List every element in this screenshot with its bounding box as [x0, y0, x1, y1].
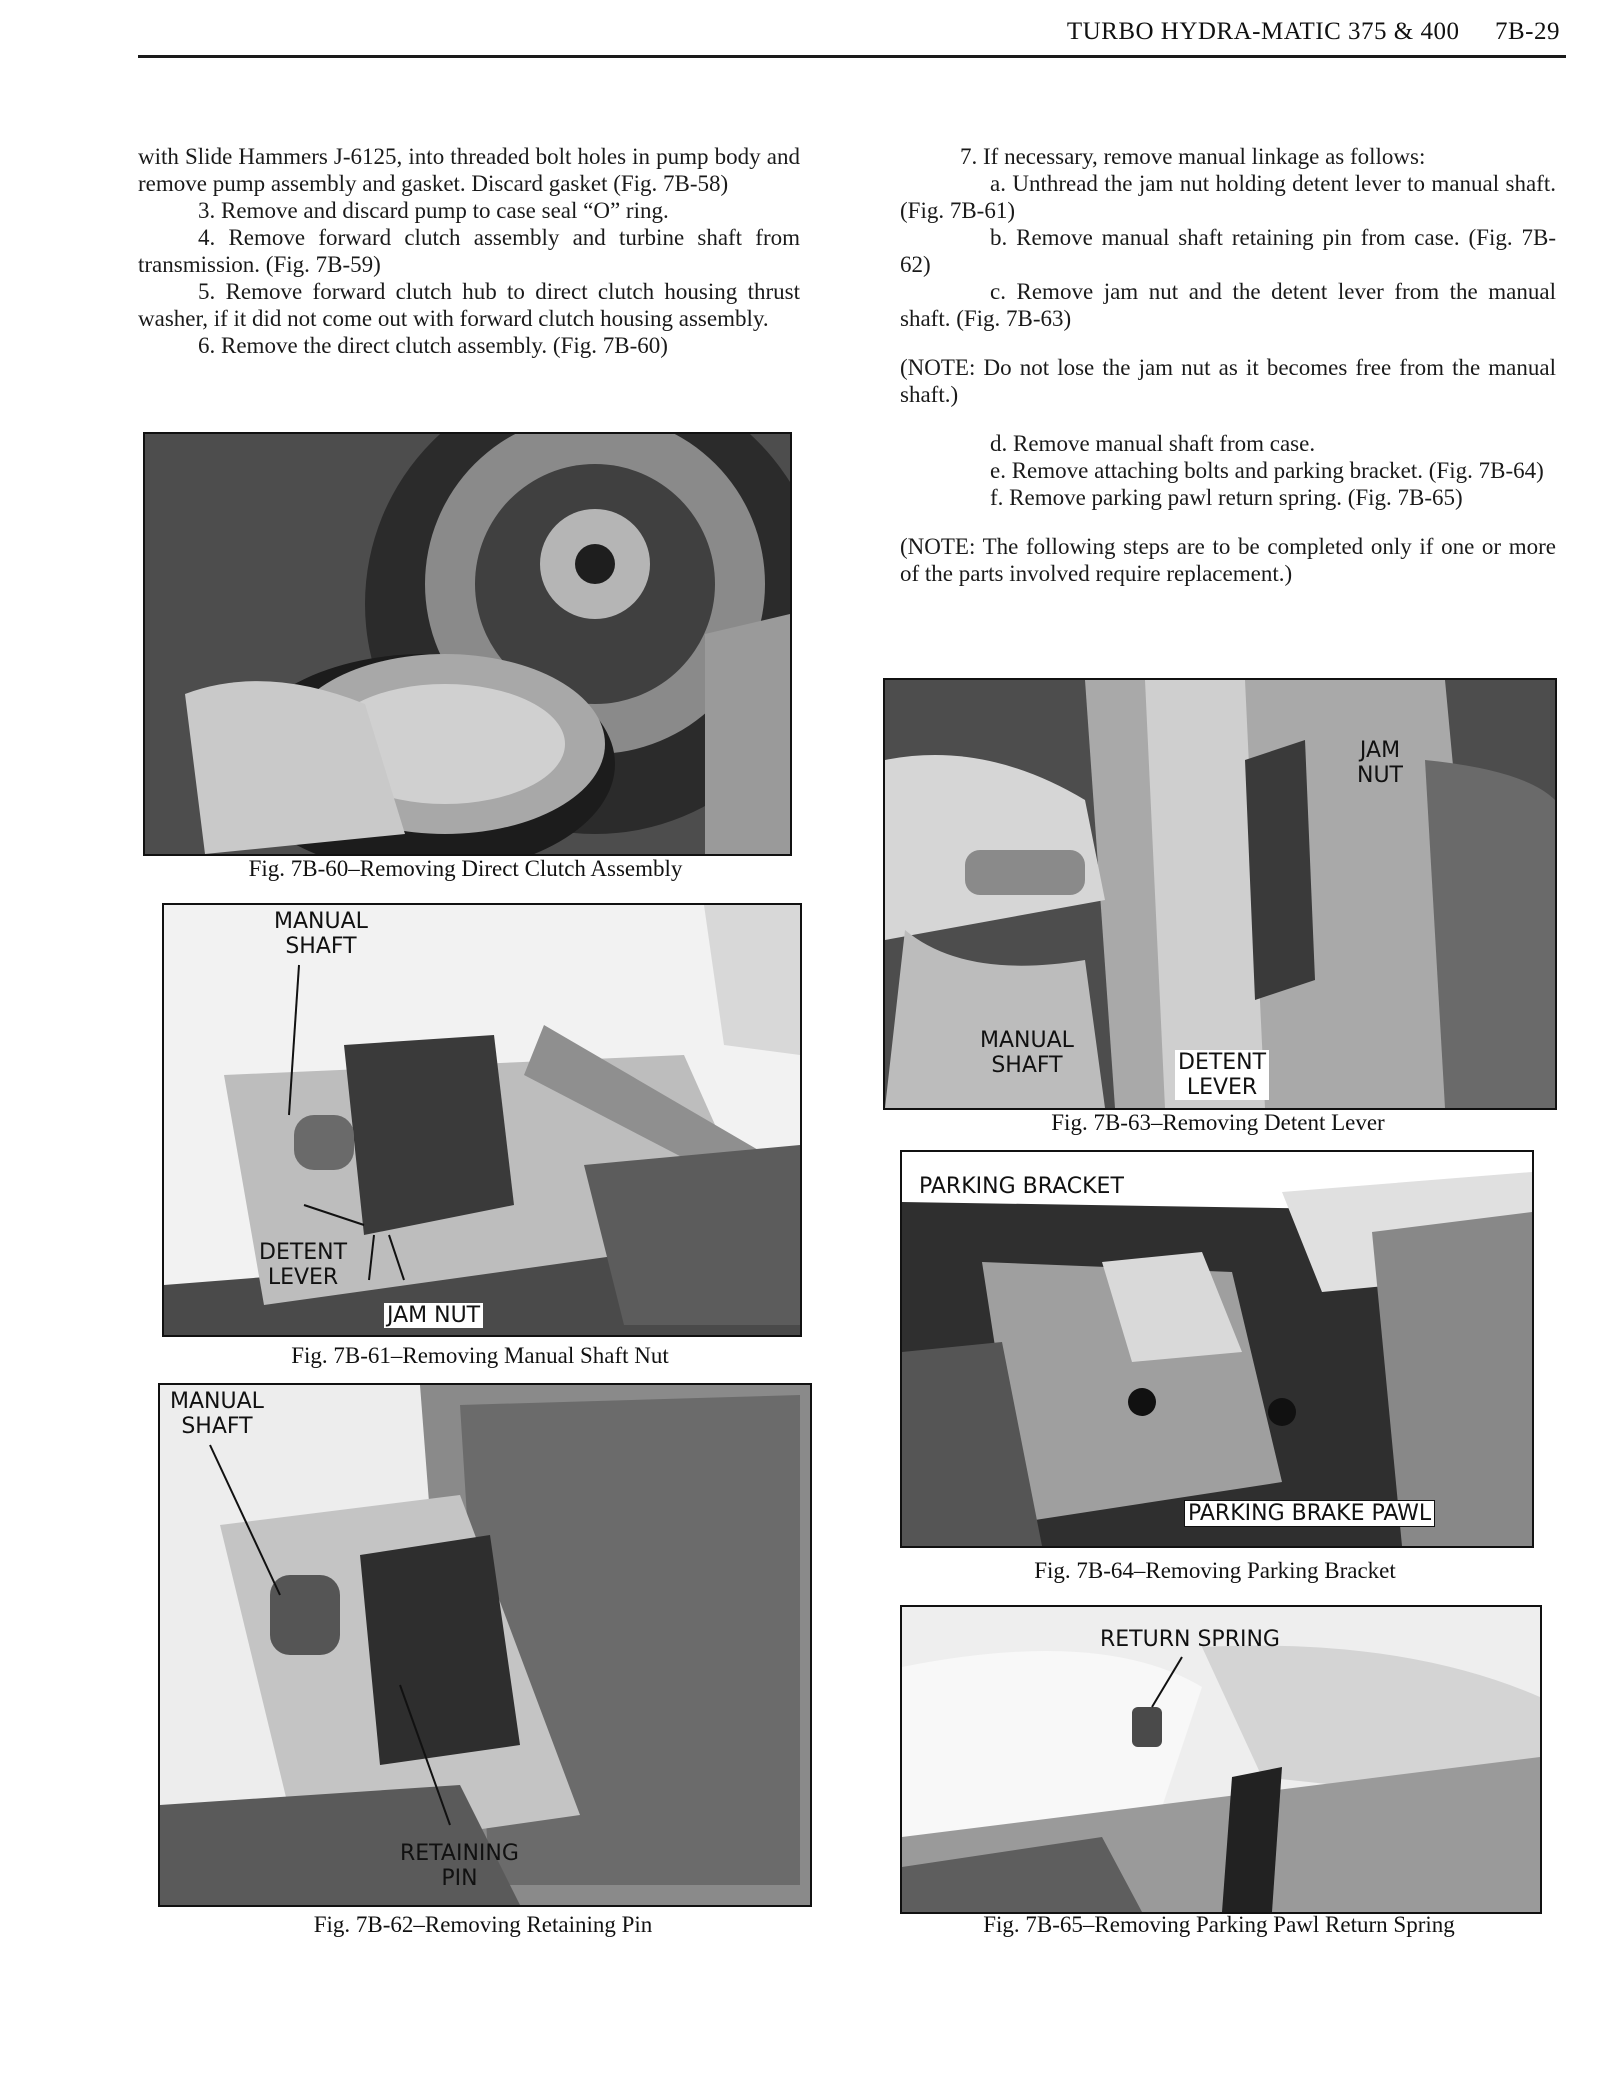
label-jam-nut: JAM NUT [384, 1303, 483, 1328]
label-parking-bracket: PARKING BRACKET [916, 1174, 1127, 1199]
label-text: PIN [441, 1866, 478, 1891]
note-jam-nut: (NOTE: Do not lose the jam nut as it becomes free from the manual shaft.) [900, 355, 1556, 407]
step-3: 3. Remove and discard pump to case seal “O” ring. [198, 198, 669, 223]
label-text: SHAFT [181, 1414, 253, 1439]
label-text: LEVER [1186, 1075, 1258, 1100]
label-text: MANUAL [980, 1028, 1074, 1053]
figure-7b-60-caption: Fig. 7B-60–Removing Direct Clutch Assembly [248, 856, 683, 881]
substep-a: a. Unthread the jam nut holding detent lever to manual shaft. (Fig. 7B-61) [900, 171, 1556, 223]
label-text: LEVER [267, 1265, 339, 1290]
header-rule [138, 55, 1566, 58]
paragraph: with Slide Hammers J-6125, into threaded bolt holes in pump body and remove pump assembly and gasket. Discard gasket (Fig. 7B-58) [138, 144, 800, 196]
label-text: RETAINING [400, 1841, 519, 1866]
label-retaining-pin [400, 1841, 519, 1891]
label-jam-nut [1357, 738, 1403, 788]
label-text: JAM [1359, 738, 1401, 763]
figure-7b-63-caption: Fig. 7B-63–Removing Detent Lever [1051, 1110, 1385, 1135]
step-6: 6. Remove the direct clutch assembly. (Fig. 7B-60) [198, 333, 668, 358]
step-5: 5. Remove forward clutch hub to direct clutch housing thrust washer, if it did not come out with forward clutch housing assembly. [138, 279, 800, 331]
figure-7b-65-photo [900, 1605, 1542, 1914]
left-column-text [138, 143, 800, 359]
substep-d: d. Remove manual shaft from case. [990, 431, 1316, 456]
figure-7b-62-caption: Fig. 7B-62–Removing Retaining Pin [313, 1912, 653, 1937]
substep-f: f. Remove parking pawl return spring. (Fig. 7B-65) [990, 485, 1463, 510]
label-detent-lever [259, 1240, 347, 1290]
page-number: 7B-29 [1495, 18, 1560, 45]
label-detent-lever [1175, 1050, 1269, 1100]
label-text: MANUAL [170, 1389, 264, 1414]
figure-7b-62-photo [158, 1383, 812, 1907]
header-title: TURBO HYDRA-MATIC 375 & 400 [1066, 18, 1460, 45]
step-7: 7. If necessary, remove manual linkage as follows: [960, 144, 1426, 169]
label-text: DETENT [1178, 1050, 1267, 1075]
label-text: NUT [1357, 763, 1403, 788]
figure-7b-64-caption: Fig. 7B-64–Removing Parking Bracket [1034, 1558, 1396, 1583]
page-header [0, 18, 1560, 46]
figure-7b-60-photo [143, 432, 792, 856]
label-text: MANUAL [274, 909, 368, 934]
figure-7b-64-photo [900, 1150, 1534, 1548]
label-parking-brake-pawl: PARKING BRAKE PAWL [1184, 1500, 1435, 1527]
label-return-spring: RETURN SPRING [1100, 1627, 1280, 1652]
figure-7b-65-caption: Fig. 7B-65–Removing Parking Pawl Return Spring [983, 1912, 1455, 1937]
right-column-text [900, 143, 1556, 587]
substep-e: e. Remove attaching bolts and parking bracket. (Fig. 7B-64) [990, 458, 1544, 483]
label-manual-shaft [274, 909, 368, 959]
substep-b: b. Remove manual shaft retaining pin from case. (Fig. 7B-62) [900, 225, 1556, 277]
label-text: DETENT [259, 1240, 348, 1265]
step-4: 4. Remove forward clutch assembly and turbine shaft from transmission. (Fig. 7B-59) [138, 225, 800, 277]
label-manual-shaft [980, 1028, 1074, 1078]
substep-c: c. Remove jam nut and the detent lever from the manual shaft. (Fig. 7B-63) [900, 279, 1556, 331]
label-text: SHAFT [991, 1053, 1063, 1078]
note-replacement: (NOTE: The following steps are to be completed only if one or more of the parts involved require replacement.) [900, 534, 1556, 586]
label-manual-shaft [170, 1389, 264, 1439]
figure-7b-61-caption: Fig. 7B-61–Removing Manual Shaft Nut [291, 1343, 669, 1368]
label-text: SHAFT [285, 934, 357, 959]
figure-7b-61-photo [162, 903, 802, 1337]
figure-7b-63-photo [883, 678, 1557, 1110]
